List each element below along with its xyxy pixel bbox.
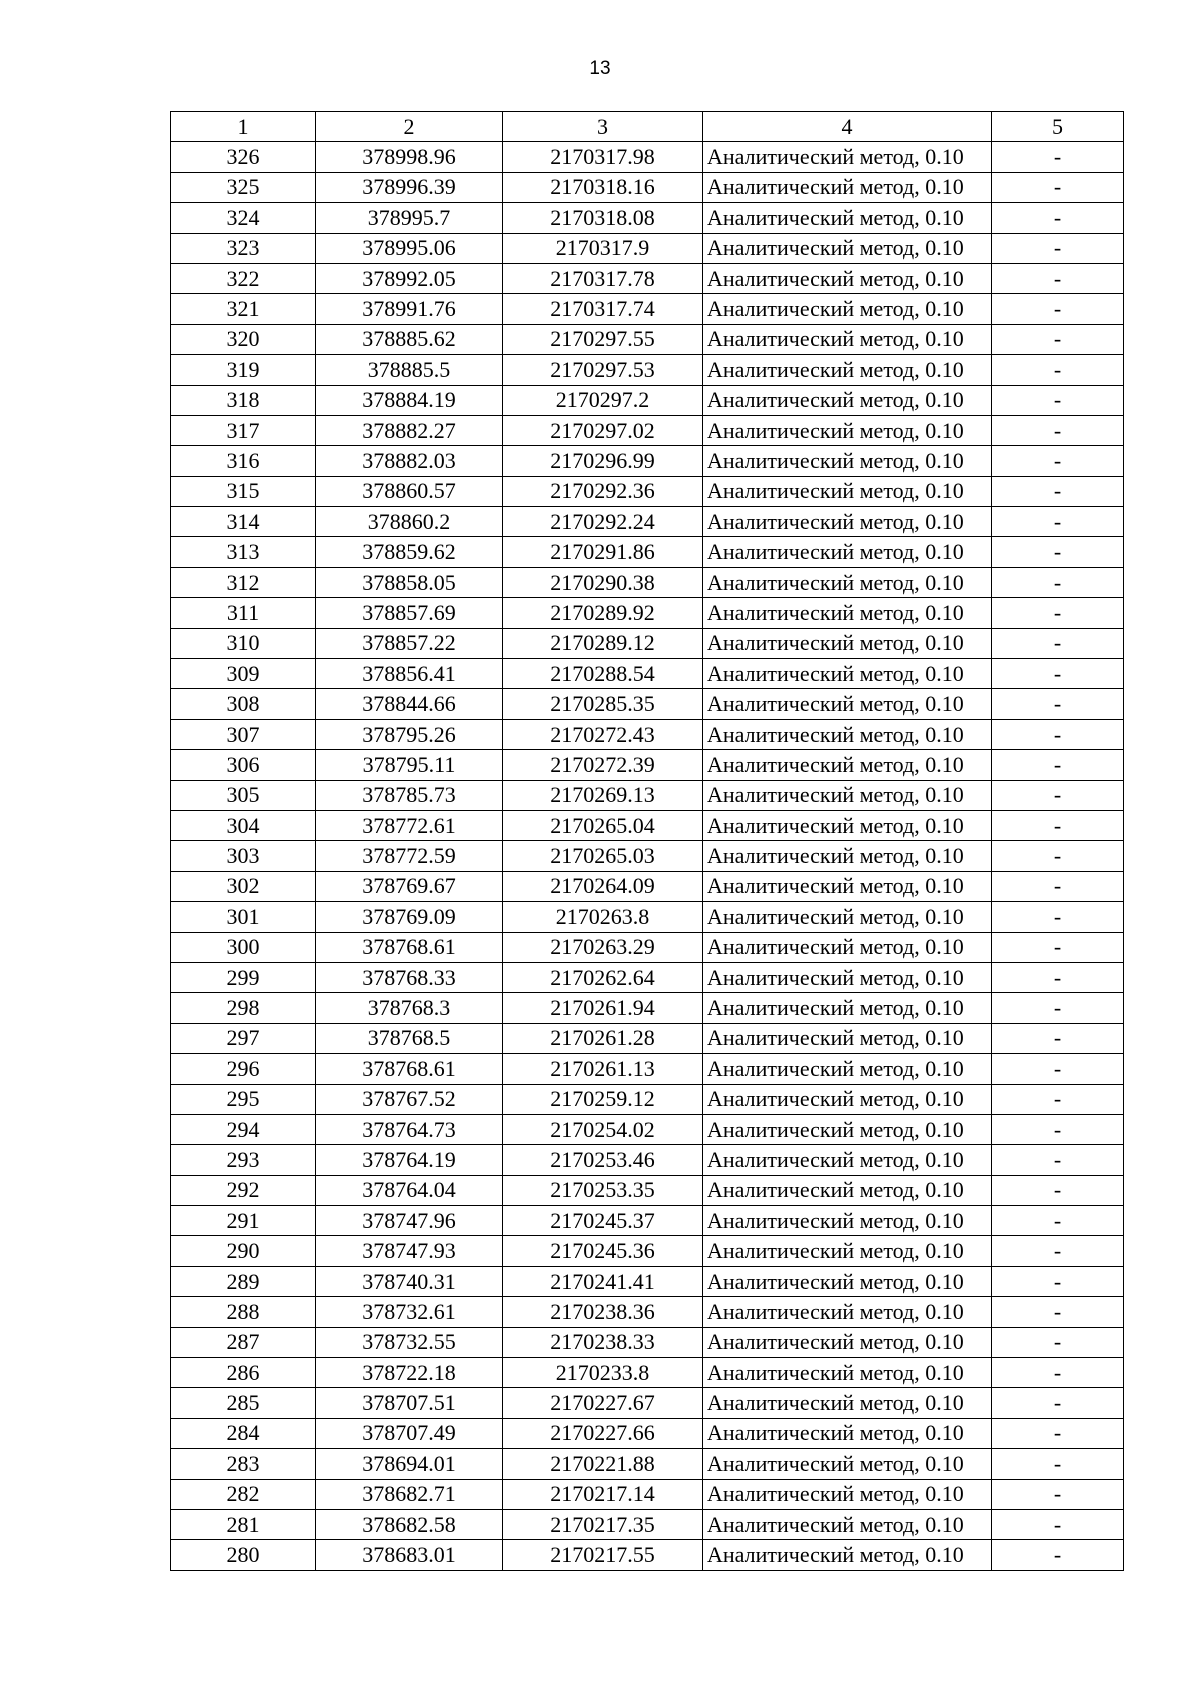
point-number-cell: 282	[171, 1479, 316, 1509]
y-coordinate-cell: 2170253.35	[503, 1175, 703, 1205]
y-coordinate-cell: 2170227.66	[503, 1418, 703, 1448]
point-number-cell: 291	[171, 1206, 316, 1236]
x-coordinate-cell: 378996.39	[316, 172, 503, 202]
note-cell: -	[992, 1479, 1124, 1509]
point-number-cell: 281	[171, 1509, 316, 1539]
method-cell: Аналитический метод, 0.10	[703, 172, 992, 202]
x-coordinate-cell: 378768.61	[316, 1054, 503, 1084]
method-cell: Аналитический метод, 0.10	[703, 1509, 992, 1539]
method-cell: Аналитический метод, 0.10	[703, 233, 992, 263]
note-cell: -	[992, 537, 1124, 567]
x-coordinate-cell: 378882.03	[316, 446, 503, 476]
y-coordinate-cell: 2170217.55	[503, 1540, 703, 1570]
note-cell: -	[992, 1327, 1124, 1357]
point-number-cell: 294	[171, 1114, 316, 1144]
table-row	[171, 1206, 1124, 1236]
note-cell: -	[992, 841, 1124, 871]
note-cell: -	[992, 689, 1124, 719]
note-cell: -	[992, 233, 1124, 263]
x-coordinate-cell: 378998.96	[316, 142, 503, 172]
y-coordinate-cell: 2170288.54	[503, 659, 703, 689]
method-cell: Аналитический метод, 0.10	[703, 446, 992, 476]
point-number-cell: 293	[171, 1145, 316, 1175]
y-coordinate-cell: 2170262.64	[503, 962, 703, 992]
point-number-cell: 306	[171, 750, 316, 780]
table-row	[171, 1418, 1124, 1448]
x-coordinate-cell: 378768.61	[316, 932, 503, 962]
method-cell: Аналитический метод, 0.10	[703, 415, 992, 445]
point-number-cell: 318	[171, 385, 316, 415]
note-cell: -	[992, 1297, 1124, 1327]
table-row	[171, 476, 1124, 506]
y-coordinate-cell: 2170285.35	[503, 689, 703, 719]
table-row	[171, 1236, 1124, 1266]
method-cell: Аналитический метод, 0.10	[703, 689, 992, 719]
note-cell: -	[992, 1023, 1124, 1053]
x-coordinate-cell: 378683.01	[316, 1540, 503, 1570]
note-cell: -	[992, 1236, 1124, 1266]
method-cell: Аналитический метод, 0.10	[703, 1266, 992, 1296]
x-coordinate-cell: 378857.22	[316, 628, 503, 658]
note-cell: -	[992, 476, 1124, 506]
table-row	[171, 780, 1124, 810]
note-cell: -	[992, 1266, 1124, 1296]
point-number-cell: 314	[171, 507, 316, 537]
point-number-cell: 324	[171, 203, 316, 233]
table-row	[171, 1479, 1124, 1509]
table-row	[171, 1540, 1124, 1570]
x-coordinate-cell: 378992.05	[316, 263, 503, 293]
point-number-cell: 286	[171, 1358, 316, 1388]
table-row	[171, 1084, 1124, 1114]
table-row	[171, 567, 1124, 597]
table-row	[171, 1175, 1124, 1205]
point-number-cell: 319	[171, 355, 316, 385]
table-row	[171, 1266, 1124, 1296]
point-number-cell: 317	[171, 415, 316, 445]
table-row	[171, 1509, 1124, 1539]
table-row	[171, 233, 1124, 263]
y-coordinate-cell: 2170263.8	[503, 902, 703, 932]
x-coordinate-cell: 378884.19	[316, 385, 503, 415]
x-coordinate-cell: 378768.5	[316, 1023, 503, 1053]
y-coordinate-cell: 2170253.46	[503, 1145, 703, 1175]
x-coordinate-cell: 378764.04	[316, 1175, 503, 1205]
note-cell: -	[992, 1509, 1124, 1539]
method-cell: Аналитический метод, 0.10	[703, 1388, 992, 1418]
table-row	[171, 1327, 1124, 1357]
x-coordinate-cell: 378694.01	[316, 1449, 503, 1479]
point-number-cell: 313	[171, 537, 316, 567]
x-coordinate-cell: 378747.96	[316, 1206, 503, 1236]
y-coordinate-cell: 2170272.43	[503, 719, 703, 749]
table-row	[171, 446, 1124, 476]
note-cell: -	[992, 203, 1124, 233]
y-coordinate-cell: 2170269.13	[503, 780, 703, 810]
x-coordinate-cell: 378991.76	[316, 294, 503, 324]
y-coordinate-cell: 2170296.99	[503, 446, 703, 476]
method-cell: Аналитический метод, 0.10	[703, 993, 992, 1023]
method-cell: Аналитический метод, 0.10	[703, 1540, 992, 1570]
table-row	[171, 659, 1124, 689]
method-cell: Аналитический метод, 0.10	[703, 810, 992, 840]
x-coordinate-cell: 378707.49	[316, 1418, 503, 1448]
x-coordinate-cell: 378732.55	[316, 1327, 503, 1357]
table-row	[171, 1145, 1124, 1175]
x-coordinate-cell: 378844.66	[316, 689, 503, 719]
note-cell: -	[992, 1114, 1124, 1144]
method-cell: Аналитический метод, 0.10	[703, 628, 992, 658]
note-cell: -	[992, 1175, 1124, 1205]
note-cell: -	[992, 1358, 1124, 1388]
method-cell: Аналитический метод, 0.10	[703, 1054, 992, 1084]
point-number-cell: 297	[171, 1023, 316, 1053]
table-row	[171, 507, 1124, 537]
x-coordinate-cell: 378785.73	[316, 780, 503, 810]
table-row	[171, 1023, 1124, 1053]
table-row	[171, 841, 1124, 871]
y-coordinate-cell: 2170263.29	[503, 932, 703, 962]
note-cell: -	[992, 415, 1124, 445]
x-coordinate-cell: 378769.09	[316, 902, 503, 932]
point-number-cell: 322	[171, 263, 316, 293]
x-coordinate-cell: 378885.5	[316, 355, 503, 385]
method-cell: Аналитический метод, 0.10	[703, 871, 992, 901]
x-coordinate-cell: 378767.52	[316, 1084, 503, 1114]
y-coordinate-cell: 2170291.86	[503, 537, 703, 567]
method-cell: Аналитический метод, 0.10	[703, 476, 992, 506]
table-row	[171, 1297, 1124, 1327]
note-cell: -	[992, 1388, 1124, 1418]
table-row	[171, 294, 1124, 324]
table-body	[171, 142, 1124, 1570]
x-coordinate-cell: 378768.3	[316, 993, 503, 1023]
method-cell: Аналитический метод, 0.10	[703, 263, 992, 293]
note-cell: -	[992, 1206, 1124, 1236]
method-cell: Аналитический метод, 0.10	[703, 1114, 992, 1144]
x-coordinate-cell: 378856.41	[316, 659, 503, 689]
note-cell: -	[992, 1054, 1124, 1084]
note-cell: -	[992, 871, 1124, 901]
y-coordinate-cell: 2170221.88	[503, 1449, 703, 1479]
method-cell: Аналитический метод, 0.10	[703, 1084, 992, 1114]
x-coordinate-cell: 378764.73	[316, 1114, 503, 1144]
point-number-cell: 309	[171, 659, 316, 689]
x-coordinate-cell: 378885.62	[316, 324, 503, 354]
point-number-cell: 300	[171, 932, 316, 962]
y-coordinate-cell: 2170233.8	[503, 1358, 703, 1388]
x-coordinate-cell: 378722.18	[316, 1358, 503, 1388]
y-coordinate-cell: 2170238.33	[503, 1327, 703, 1357]
method-cell: Аналитический метод, 0.10	[703, 294, 992, 324]
table-row	[171, 598, 1124, 628]
note-cell: -	[992, 1418, 1124, 1448]
table-row	[171, 962, 1124, 992]
table-row	[171, 689, 1124, 719]
point-number-cell: 285	[171, 1388, 316, 1418]
method-cell: Аналитический метод, 0.10	[703, 507, 992, 537]
method-cell: Аналитический метод, 0.10	[703, 1206, 992, 1236]
method-cell: Аналитический метод, 0.10	[703, 932, 992, 962]
table-row	[171, 203, 1124, 233]
note-cell: -	[992, 172, 1124, 202]
table-row	[171, 810, 1124, 840]
table-row	[171, 1449, 1124, 1479]
point-number-cell: 295	[171, 1084, 316, 1114]
point-number-cell: 289	[171, 1266, 316, 1296]
method-cell: Аналитический метод, 0.10	[703, 1236, 992, 1266]
point-number-cell: 305	[171, 780, 316, 810]
table-row	[171, 993, 1124, 1023]
x-coordinate-cell: 378995.06	[316, 233, 503, 263]
note-cell: -	[992, 142, 1124, 172]
method-cell: Аналитический метод, 0.10	[703, 385, 992, 415]
method-cell: Аналитический метод, 0.10	[703, 659, 992, 689]
x-coordinate-cell: 378859.62	[316, 537, 503, 567]
method-cell: Аналитический метод, 0.10	[703, 142, 992, 172]
x-coordinate-cell: 378768.33	[316, 962, 503, 992]
point-number-cell: 323	[171, 233, 316, 263]
point-number-cell: 326	[171, 142, 316, 172]
point-number-cell: 301	[171, 902, 316, 932]
x-coordinate-cell: 378682.71	[316, 1479, 503, 1509]
method-cell: Аналитический метод, 0.10	[703, 1327, 992, 1357]
x-coordinate-cell: 378747.93	[316, 1236, 503, 1266]
x-coordinate-cell: 378995.7	[316, 203, 503, 233]
method-cell: Аналитический метод, 0.10	[703, 1023, 992, 1053]
note-cell: -	[992, 507, 1124, 537]
method-cell: Аналитический метод, 0.10	[703, 719, 992, 749]
table-row	[171, 537, 1124, 567]
method-cell: Аналитический метод, 0.10	[703, 750, 992, 780]
table-row	[171, 172, 1124, 202]
table-row	[171, 932, 1124, 962]
table-row	[171, 871, 1124, 901]
y-coordinate-cell: 2170290.38	[503, 567, 703, 597]
point-number-cell: 312	[171, 567, 316, 597]
note-cell: -	[992, 294, 1124, 324]
table-row	[171, 1114, 1124, 1144]
y-coordinate-cell: 2170272.39	[503, 750, 703, 780]
y-coordinate-cell: 2170318.16	[503, 172, 703, 202]
note-cell: -	[992, 932, 1124, 962]
x-coordinate-cell: 378732.61	[316, 1297, 503, 1327]
table-row	[171, 1388, 1124, 1418]
y-coordinate-cell: 2170317.74	[503, 294, 703, 324]
x-coordinate-cell: 378772.61	[316, 810, 503, 840]
note-cell: -	[992, 902, 1124, 932]
table-row	[171, 142, 1124, 172]
point-number-cell: 290	[171, 1236, 316, 1266]
point-number-cell: 299	[171, 962, 316, 992]
y-coordinate-cell: 2170317.9	[503, 233, 703, 263]
coordinates-table	[170, 111, 1124, 1571]
x-coordinate-cell: 378860.57	[316, 476, 503, 506]
x-coordinate-cell: 378795.26	[316, 719, 503, 749]
y-coordinate-cell: 2170297.02	[503, 415, 703, 445]
column-header-3: 3	[503, 112, 703, 142]
point-number-cell: 292	[171, 1175, 316, 1205]
table-row	[171, 355, 1124, 385]
table-header	[171, 112, 1124, 142]
y-coordinate-cell: 2170297.55	[503, 324, 703, 354]
note-cell: -	[992, 962, 1124, 992]
table-row	[171, 628, 1124, 658]
y-coordinate-cell: 2170297.53	[503, 355, 703, 385]
note-cell: -	[992, 993, 1124, 1023]
method-cell: Аналитический метод, 0.10	[703, 537, 992, 567]
point-number-cell: 284	[171, 1418, 316, 1448]
note-cell: -	[992, 567, 1124, 597]
x-coordinate-cell: 378740.31	[316, 1266, 503, 1296]
y-coordinate-cell: 2170261.28	[503, 1023, 703, 1053]
method-cell: Аналитический метод, 0.10	[703, 1297, 992, 1327]
note-cell: -	[992, 1145, 1124, 1175]
note-cell: -	[992, 263, 1124, 293]
method-cell: Аналитический метод, 0.10	[703, 1175, 992, 1205]
table-row	[171, 385, 1124, 415]
point-number-cell: 304	[171, 810, 316, 840]
note-cell: -	[992, 324, 1124, 354]
column-header-5: 5	[992, 112, 1124, 142]
y-coordinate-cell: 2170259.12	[503, 1084, 703, 1114]
point-number-cell: 315	[171, 476, 316, 506]
x-coordinate-cell: 378860.2	[316, 507, 503, 537]
point-number-cell: 302	[171, 871, 316, 901]
y-coordinate-cell: 2170289.12	[503, 628, 703, 658]
note-cell: -	[992, 719, 1124, 749]
y-coordinate-cell: 2170265.03	[503, 841, 703, 871]
point-number-cell: 325	[171, 172, 316, 202]
note-cell: -	[992, 1540, 1124, 1570]
x-coordinate-cell: 378772.59	[316, 841, 503, 871]
point-number-cell: 307	[171, 719, 316, 749]
y-coordinate-cell: 2170317.98	[503, 142, 703, 172]
point-number-cell: 283	[171, 1449, 316, 1479]
method-cell: Аналитический метод, 0.10	[703, 962, 992, 992]
point-number-cell: 298	[171, 993, 316, 1023]
method-cell: Аналитический метод, 0.10	[703, 1358, 992, 1388]
x-coordinate-cell: 378682.58	[316, 1509, 503, 1539]
table-row	[171, 1054, 1124, 1084]
point-number-cell: 320	[171, 324, 316, 354]
note-cell: -	[992, 355, 1124, 385]
method-cell: Аналитический метод, 0.10	[703, 355, 992, 385]
point-number-cell: 296	[171, 1054, 316, 1084]
y-coordinate-cell: 2170264.09	[503, 871, 703, 901]
note-cell: -	[992, 659, 1124, 689]
y-coordinate-cell: 2170245.37	[503, 1206, 703, 1236]
page-number: 13	[589, 58, 611, 79]
y-coordinate-cell: 2170261.94	[503, 993, 703, 1023]
table-row	[171, 263, 1124, 293]
column-header-1: 1	[171, 112, 316, 142]
y-coordinate-cell: 2170261.13	[503, 1054, 703, 1084]
x-coordinate-cell: 378707.51	[316, 1388, 503, 1418]
note-cell: -	[992, 385, 1124, 415]
point-number-cell: 308	[171, 689, 316, 719]
point-number-cell: 311	[171, 598, 316, 628]
table-row	[171, 415, 1124, 445]
column-header-4: 4	[703, 112, 992, 142]
y-coordinate-cell: 2170318.08	[503, 203, 703, 233]
method-cell: Аналитический метод, 0.10	[703, 1479, 992, 1509]
y-coordinate-cell: 2170217.35	[503, 1509, 703, 1539]
x-coordinate-cell: 378764.19	[316, 1145, 503, 1175]
method-cell: Аналитический метод, 0.10	[703, 567, 992, 597]
y-coordinate-cell: 2170227.67	[503, 1388, 703, 1418]
y-coordinate-cell: 2170289.92	[503, 598, 703, 628]
y-coordinate-cell: 2170297.2	[503, 385, 703, 415]
point-number-cell: 310	[171, 628, 316, 658]
point-number-cell: 287	[171, 1327, 316, 1357]
y-coordinate-cell: 2170245.36	[503, 1236, 703, 1266]
note-cell: -	[992, 628, 1124, 658]
y-coordinate-cell: 2170241.41	[503, 1266, 703, 1296]
table-row	[171, 324, 1124, 354]
point-number-cell: 288	[171, 1297, 316, 1327]
column-header-2: 2	[316, 112, 503, 142]
note-cell: -	[992, 446, 1124, 476]
note-cell: -	[992, 750, 1124, 780]
point-number-cell: 303	[171, 841, 316, 871]
note-cell: -	[992, 810, 1124, 840]
x-coordinate-cell: 378769.67	[316, 871, 503, 901]
y-coordinate-cell: 2170254.02	[503, 1114, 703, 1144]
method-cell: Аналитический метод, 0.10	[703, 324, 992, 354]
y-coordinate-cell: 2170265.04	[503, 810, 703, 840]
table-row	[171, 719, 1124, 749]
method-cell: Аналитический метод, 0.10	[703, 841, 992, 871]
point-number-cell: 280	[171, 1540, 316, 1570]
y-coordinate-cell: 2170292.36	[503, 476, 703, 506]
point-number-cell: 321	[171, 294, 316, 324]
method-cell: Аналитический метод, 0.10	[703, 203, 992, 233]
method-cell: Аналитический метод, 0.10	[703, 902, 992, 932]
x-coordinate-cell: 378882.27	[316, 415, 503, 445]
y-coordinate-cell: 2170238.36	[503, 1297, 703, 1327]
table-row	[171, 1358, 1124, 1388]
note-cell: -	[992, 780, 1124, 810]
table-row	[171, 902, 1124, 932]
x-coordinate-cell: 378857.69	[316, 598, 503, 628]
x-coordinate-cell: 378858.05	[316, 567, 503, 597]
table-row	[171, 750, 1124, 780]
note-cell: -	[992, 598, 1124, 628]
y-coordinate-cell: 2170292.24	[503, 507, 703, 537]
point-number-cell: 316	[171, 446, 316, 476]
method-cell: Аналитический метод, 0.10	[703, 1145, 992, 1175]
header-row	[171, 112, 1124, 142]
method-cell: Аналитический метод, 0.10	[703, 1449, 992, 1479]
y-coordinate-cell: 2170317.78	[503, 263, 703, 293]
method-cell: Аналитический метод, 0.10	[703, 1418, 992, 1448]
note-cell: -	[992, 1449, 1124, 1479]
method-cell: Аналитический метод, 0.10	[703, 780, 992, 810]
method-cell: Аналитический метод, 0.10	[703, 598, 992, 628]
note-cell: -	[992, 1084, 1124, 1114]
y-coordinate-cell: 2170217.14	[503, 1479, 703, 1509]
x-coordinate-cell: 378795.11	[316, 750, 503, 780]
